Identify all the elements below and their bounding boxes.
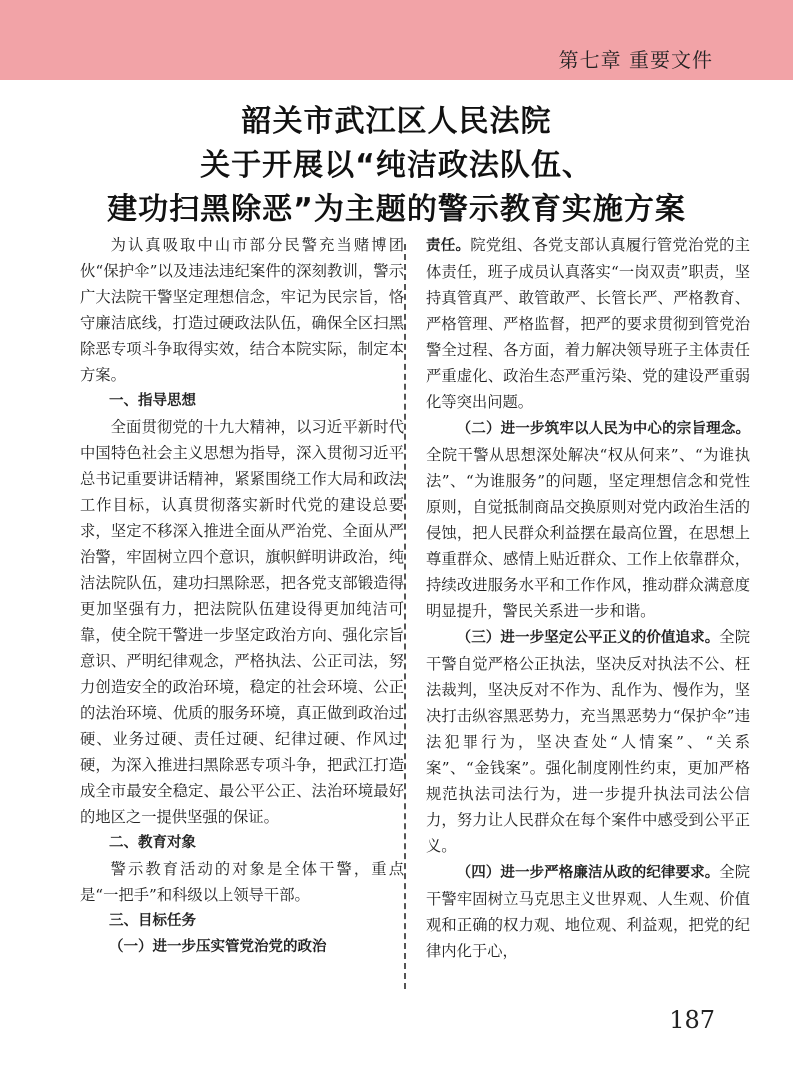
column-divider (404, 244, 406, 989)
chapter-label: 第七章 重要文件 (558, 48, 713, 72)
right-column (426, 232, 750, 964)
title-line-2: 关于开展以“纯洁政法队伍、 (200, 148, 593, 183)
goal-4-text: 全院干警牢固树立马克思主义世界观、人生观、价值观和正确的权力观、地位观、利益观，把党的纪律内化于心， (426, 863, 750, 960)
audience-paragraph: 警示教育活动的对象是全体干警，重点是“一把手”和科级以上领导干部。 (80, 860, 404, 904)
document-title (0, 100, 793, 232)
goal-1-lead: 责任。 (426, 238, 471, 254)
goal-3-paragraph (426, 624, 750, 859)
left-column (80, 232, 404, 960)
section-heading-audience: 二、教育对象 (109, 835, 196, 851)
goal-3-text: 全院干警自觉严格公正执法，坚决反对执法不公、枉法裁判，坚决反对不作为、乱作为、慢作为，坚决打击纵容黑恶势力，充当黑恶势力“保护伞”违法犯罪行为，坚决查处“人情案”、“关系案”、“金钱案”。强化制度刚性约束，更加严格规范执法司法行为，进一步提升执法司法公信力，努力让人民群众在每个案件中感受到公平正义。 (426, 628, 750, 855)
intro-paragraph: 为认真吸取中山市部分民警充当赌博团伙“保护伞”以及违法违纪案件的深刻教训，警示广大法院干警坚定理想信念，牢记为民宗旨，恪守廉洁底线，打造过硬政法队伍，确保全区扫黑除恶专项斗争取得实效，结合本院实际，制定本方案。 (80, 236, 404, 384)
goal-3-lead: （三）进一步坚定公平正义的价值追求。 (456, 630, 720, 646)
goal-4-paragraph (426, 859, 750, 964)
title-line-3: 建功扫黑除恶”为主题的警示教育实施方案 (107, 192, 686, 227)
goal-2-text: 全院干警从思想深处解决“权从何来”、“为谁执法”、“为谁服务”的问题，坚定理想信念和党性原则，自觉抵制商品交换原则对党内政治生活的侵蚀，把人民群众利益摆在最高位置，在思想上尊重群众、感情上贴近群众、工作上依靠群众，持续改进服务水平和工作作风，推动群众满意度明显提升，警民关系进一步和谐。 (426, 446, 750, 620)
header-band (0, 0, 793, 80)
section-heading-guiding: 一、指导思想 (109, 393, 196, 409)
page-number: 187 (669, 1006, 715, 1034)
title-line-1: 韶关市武江区人民法院 (241, 104, 552, 139)
guiding-paragraph: 全面贯彻党的十九大精神，以习近平新时代中国特色社会主义思想为指导，深入贯彻习近平总书记重要讲话精神，紧紧围绕工作大局和政法工作目标，认真贯彻落实新时代党的建设总要求，坚定不移深入推进全面从严治党、全面从严治警，牢固树立四个意识，旗帜鲜明讲政治，纯洁法院队伍，建功扫黑除恶，把各党支部锻造得更加坚强有力，把法院队伍建设得更加纯洁可靠，使全院干警进一步坚定政治方向、强化宗旨意识、严明纪律观念，严格执法、公正司法，努力创造安全的政治环境，稳定的社会环境、公正的法治环境、优质的服务环境，真正做到政治过硬、业务过硬、责任过硬、纪律过硬、作风过硬，为深入推进扫黑除恶专项斗争，把武江打造成全市最安全稳定、最公平公正、法治环境最好的地区之一提供坚强的保证。 (80, 418, 404, 826)
goal-2-paragraph (426, 415, 750, 624)
section-heading-goals: 三、目标任务 (109, 913, 196, 929)
goal-1-paragraph (426, 232, 750, 415)
goal-4-lead: （四）进一步严格廉洁从政的纪律要求。 (456, 865, 720, 881)
goal-1-heading: （一）进一步压实管党治党的政治 (109, 939, 327, 955)
goal-1-text: 院党组、各党支部认真履行管党治党的主体责任，班子成员认真落实“一岗双责”职责，坚持真管真严、敢管敢严、长管长严、严格教育、严格管理、严格监督，把严的要求贯彻到管党治警全过程、各方面，着力解决领导班子主体责任严重虚化、政治生态严重污染、党的建设严重弱化等突出问题。 (426, 236, 750, 411)
goal-2-lead: （二）进一步筑牢以人民为中心的宗旨理念。 (456, 421, 750, 437)
